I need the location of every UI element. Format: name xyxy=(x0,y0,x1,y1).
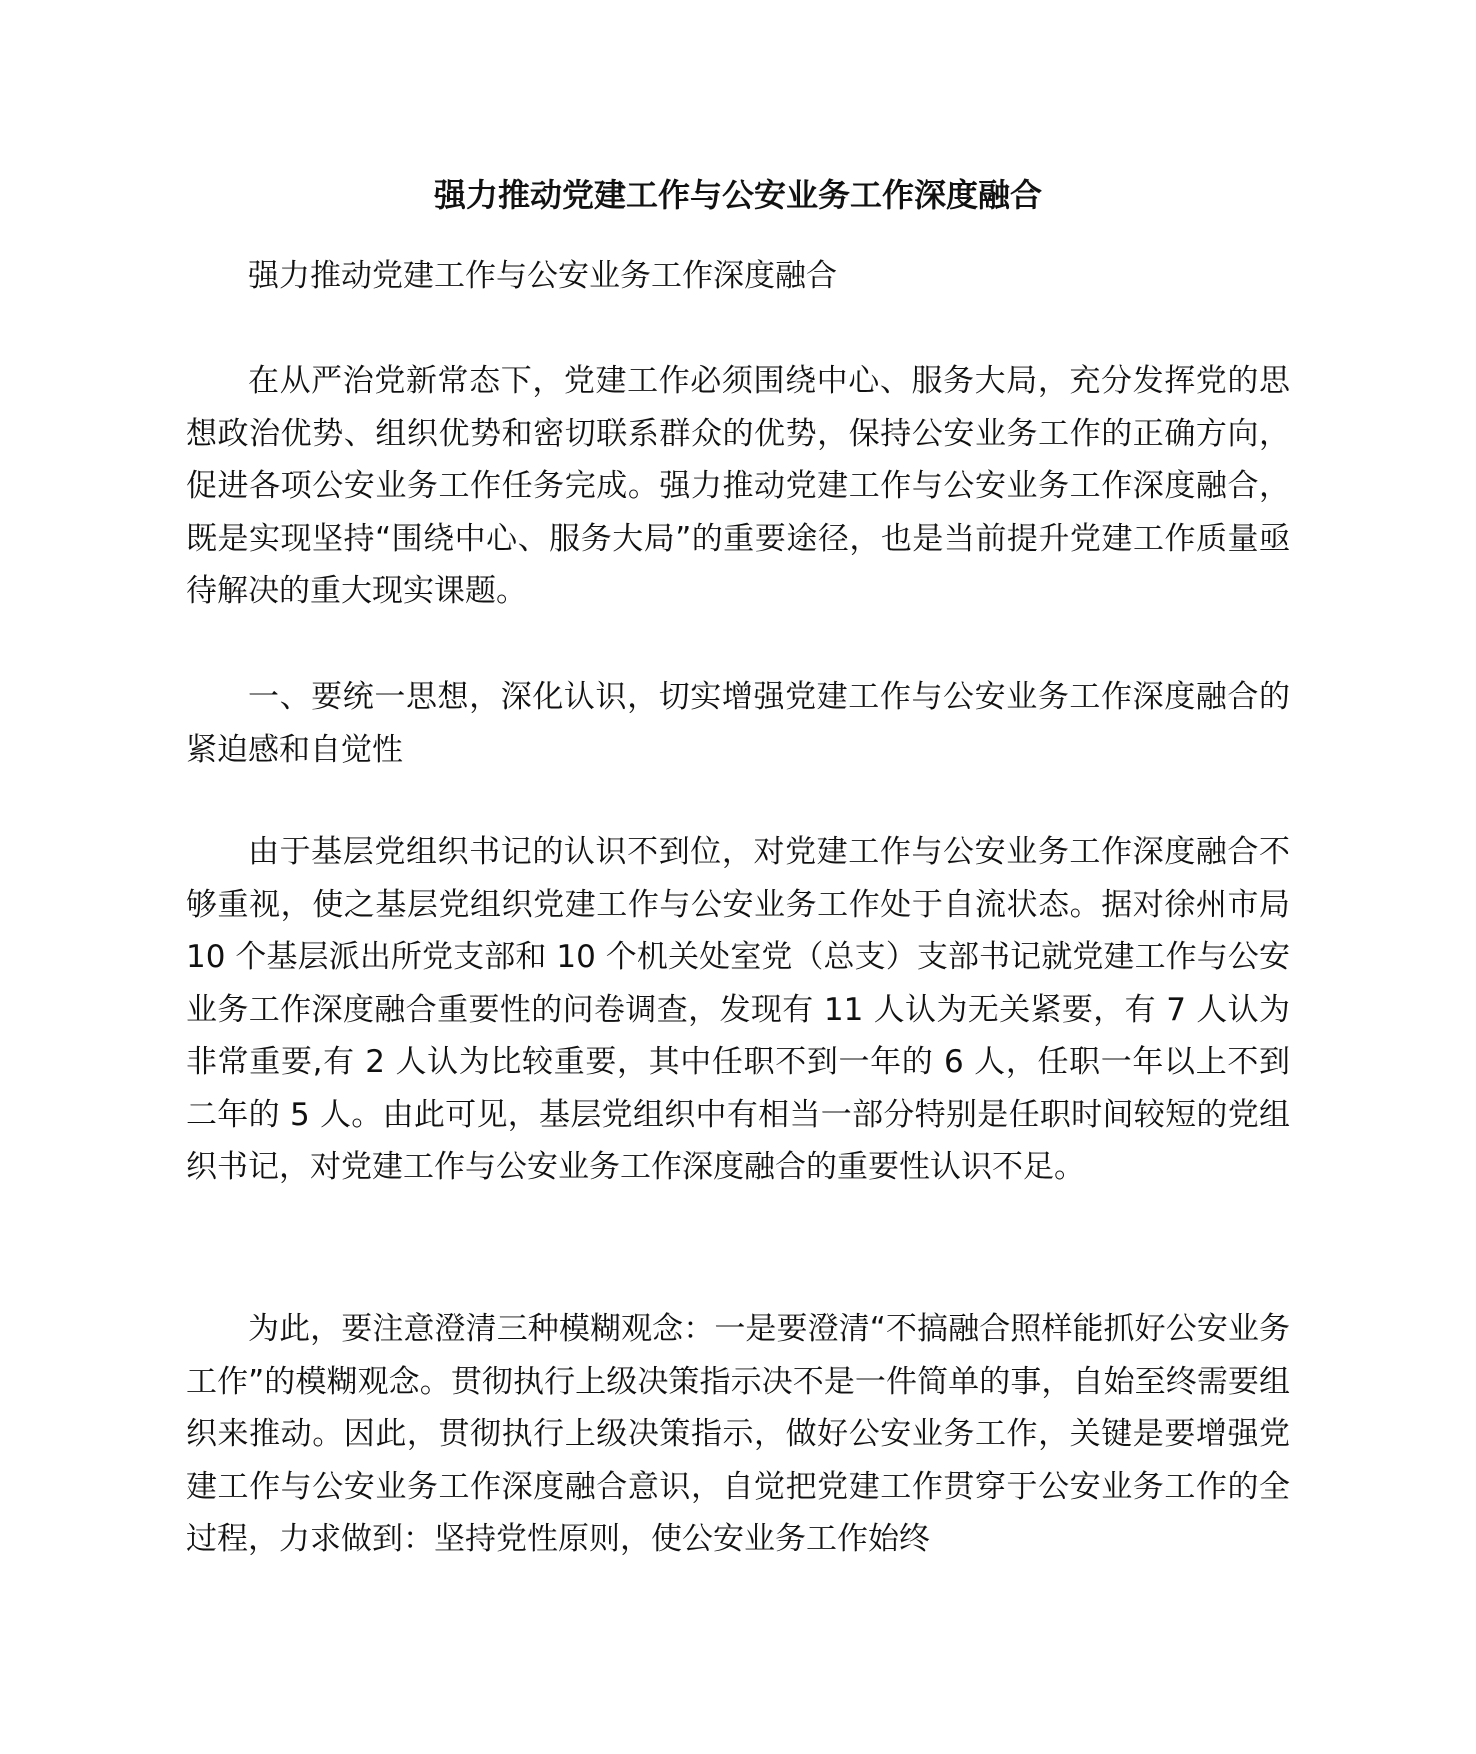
section-heading-one: 一、要统一思想，深化认识，切实增强党建工作与公安业务工作深度融合的紧迫感和自觉性 xyxy=(186,679,1290,768)
document-title: 强力推动党建工作与公安业务工作深度融合 xyxy=(433,176,1042,215)
paragraph-survey: 由于基层党组织书记的认识不到位，对党建工作与公安业务工作深度融合不够重视，使之基层党组织党建工作与公安业务工作处于自流状态。据对徐州市局 10 个基层派出所党支部和 10 个机关处室党（总支）支部书记就党建工作与公安业务工作深度融合重要性的问卷调查，发现有 11 人认为无关紧要，有 7 人认为非常重要,有 2 人认为比较重要，其中任职不到一年的 6 人，任职一年以上不到二年的 5 人。由此可见，基层党组织中有相当一部分特别是任职时间较短的党组织书记，对党建工作与公安业务工作深度融合的重要性认识不足。 xyxy=(186,834,1290,1185)
document-subtitle: 强力推动党建工作与公安业务工作深度融合 xyxy=(248,258,837,294)
paragraph-intro: 在从严治党新常态下，党建工作必须围绕中心、服务大局，充分发挥党的思想政治优势、组织优势和密切联系群众的优势，保持公安业务工作的正确方向，促进各项公安业务工作任务完成。强力推动党建工作与公安业务工作深度融合，既是实现坚持“围绕中心、服务大局”的重要途径，也是当前提升党建工作质量亟待解决的重大现实课题。 xyxy=(186,363,1290,609)
paragraph-clarify-concepts: 为此，要注意澄清三种模糊观念：一是要澄清“不搞融合照样能抓好公安业务工作”的模糊观念。贯彻执行上级决策指示决不是一件简单的事，自始至终需要组织来推动。因此，贯彻执行上级决策指示，做好公安业务工作，关键是要增强党建工作与公安业务工作深度融合意识，自觉把党建工作贯穿于公安业务工作的全过程，力求做到：坚持党性原则，使公安业务工作始终 xyxy=(186,1311,1290,1557)
